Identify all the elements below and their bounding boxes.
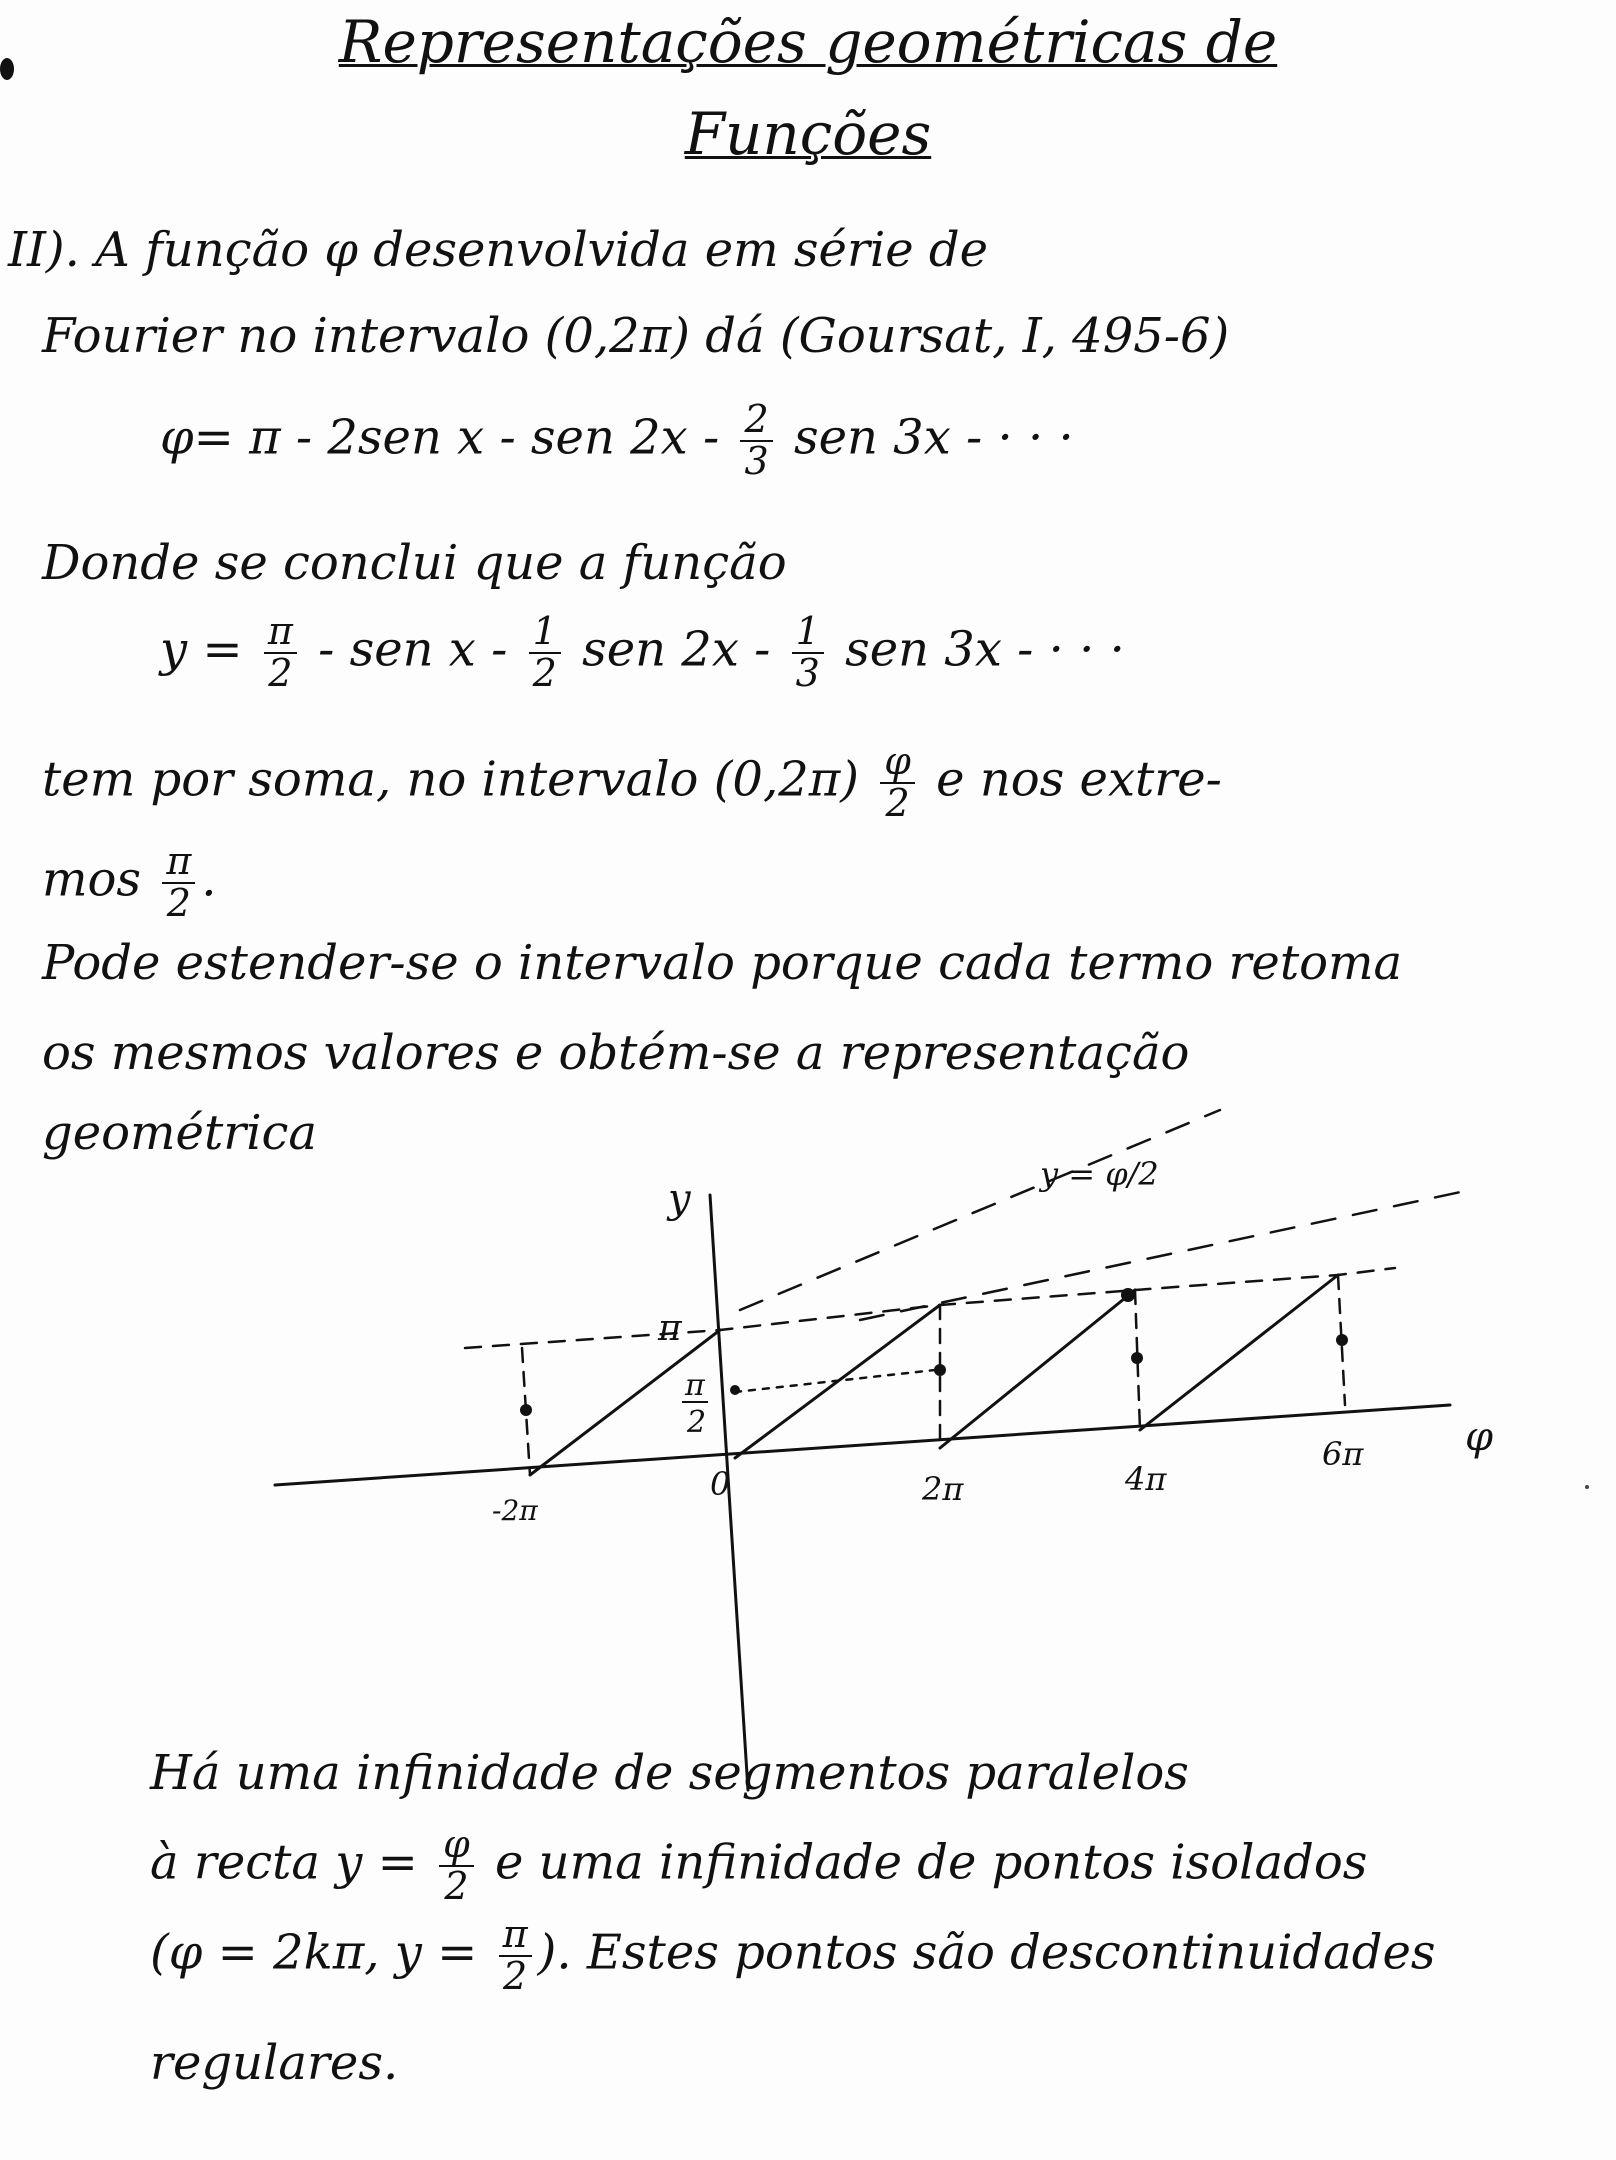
isolated-point-2pi — [934, 1364, 946, 1376]
section-intro-line1 — [8, 222, 988, 278]
para2-line4: regulares. — [150, 2035, 399, 2091]
page-title: Representações geométricas de — [338, 8, 1278, 76]
x-tick-0: 0 — [710, 1465, 731, 1503]
para1-line3: Pode estender-se o intervalo porque cada termo retoma — [42, 935, 1403, 991]
line-label: y = φ/2 — [1040, 1155, 1159, 1193]
drop-line-4pi — [1135, 1290, 1140, 1430]
fraction-phi-over-2-c: $\frac{\varphi}{2}$ — [439, 1825, 474, 1907]
scan-speck — [1585, 1485, 1589, 1489]
fourier-series-phi: φ= π - 2sen x - sen 2x - $\frac{2}{3}$ sen 3x - · · · — [160, 397, 1074, 483]
isolated-point-0 — [730, 1385, 740, 1395]
drop-line-6pi — [1338, 1275, 1345, 1405]
para2-line2: à recta y = $\frac{\varphi}{2}$ e uma infinidade de pontos isolados — [150, 1822, 1368, 1908]
isolated-point-6pi — [1336, 1334, 1348, 1346]
para1-line5: geométrica — [42, 1105, 318, 1161]
fraction-pi-over-2-c: $\frac{\pi}{2}$ — [499, 1915, 532, 1997]
x-tick-neg2pi: -2π — [492, 1494, 538, 1527]
fraction-one-third: $\frac{1}{3}$ — [792, 612, 824, 694]
para1-line2: mos $\frac{\pi}{2}$ . — [42, 839, 217, 925]
para1-line4: os mesmos valores e obtém-se a representação — [42, 1025, 1190, 1081]
series-lhs: φ — [160, 409, 194, 466]
intro-text: A função φ desenvolvida em série de — [95, 222, 989, 278]
y-tick-pi: π — [658, 1308, 682, 1349]
conclusion-intro: Donde se conclui que a função — [42, 535, 787, 591]
x-tick-2pi: 2π — [922, 1470, 964, 1508]
sawtooth-segment-2 — [735, 1305, 940, 1458]
dashed-line-pi — [465, 1268, 1395, 1348]
dashed-line-parallel — [860, 1190, 1470, 1320]
jump-point-4pi — [1121, 1288, 1135, 1302]
fraction-one-half: $\frac{1}{2}$ — [529, 612, 561, 694]
x-axis — [275, 1405, 1450, 1485]
section-number: II). — [8, 222, 80, 278]
fraction-phi-over-2: $\frac{\varphi}{2}$ — [880, 742, 915, 824]
x-tick-4pi: 4π — [1125, 1460, 1167, 1498]
dashed-line-y-phi-over-2 — [740, 1110, 1220, 1310]
isolated-point-4pi — [1131, 1352, 1143, 1364]
x-axis-label: φ — [1465, 1414, 1494, 1460]
fourier-series-y: y = $\frac{\pi}{2}$ - sen x - $\frac{1}{2}$ sen 2x - $\frac{1}{3}$ sen 3x - · · · — [160, 609, 1125, 695]
para2-line1: Há uma infinidade de segmentos paralelos — [150, 1745, 1189, 1801]
y-axis-label: y — [668, 1176, 691, 1222]
sawtooth-segment-3 — [940, 1290, 1135, 1448]
y-axis — [710, 1195, 748, 1790]
fraction-two-thirds: $\frac{2}{3}$ — [740, 400, 772, 482]
fraction-pi-over-2-b: $\frac{\pi}{2}$ — [162, 842, 195, 924]
y-tick-half-den: 2 — [687, 1405, 707, 1440]
para2-line3: (φ = 2kπ, y = $\frac{\pi}{2}$ ). Estes pontos são descontinuidades — [150, 1912, 1436, 1998]
sawtooth-segment-1 — [530, 1330, 720, 1475]
page-title-line2: Funções — [684, 100, 932, 168]
dotted-line-half-pi — [735, 1370, 935, 1392]
section-intro-line2: Fourier no intervalo (0,2π) dá (Goursat, I, 495-6) — [42, 308, 1230, 364]
sawtooth-segment-4 — [1140, 1275, 1338, 1430]
y-tick-half-num: π — [685, 1368, 705, 1403]
isolated-point-neg2pi — [520, 1404, 532, 1416]
drop-line-neg2pi — [522, 1348, 530, 1475]
para1-line1: tem por soma, no intervalo (0,2π) $\frac{\varphi}{2}$ e nos extre- — [42, 739, 1222, 825]
x-tick-6pi: 6π — [1322, 1435, 1364, 1473]
fraction-pi-over-2: $\frac{\pi}{2}$ — [264, 612, 297, 694]
